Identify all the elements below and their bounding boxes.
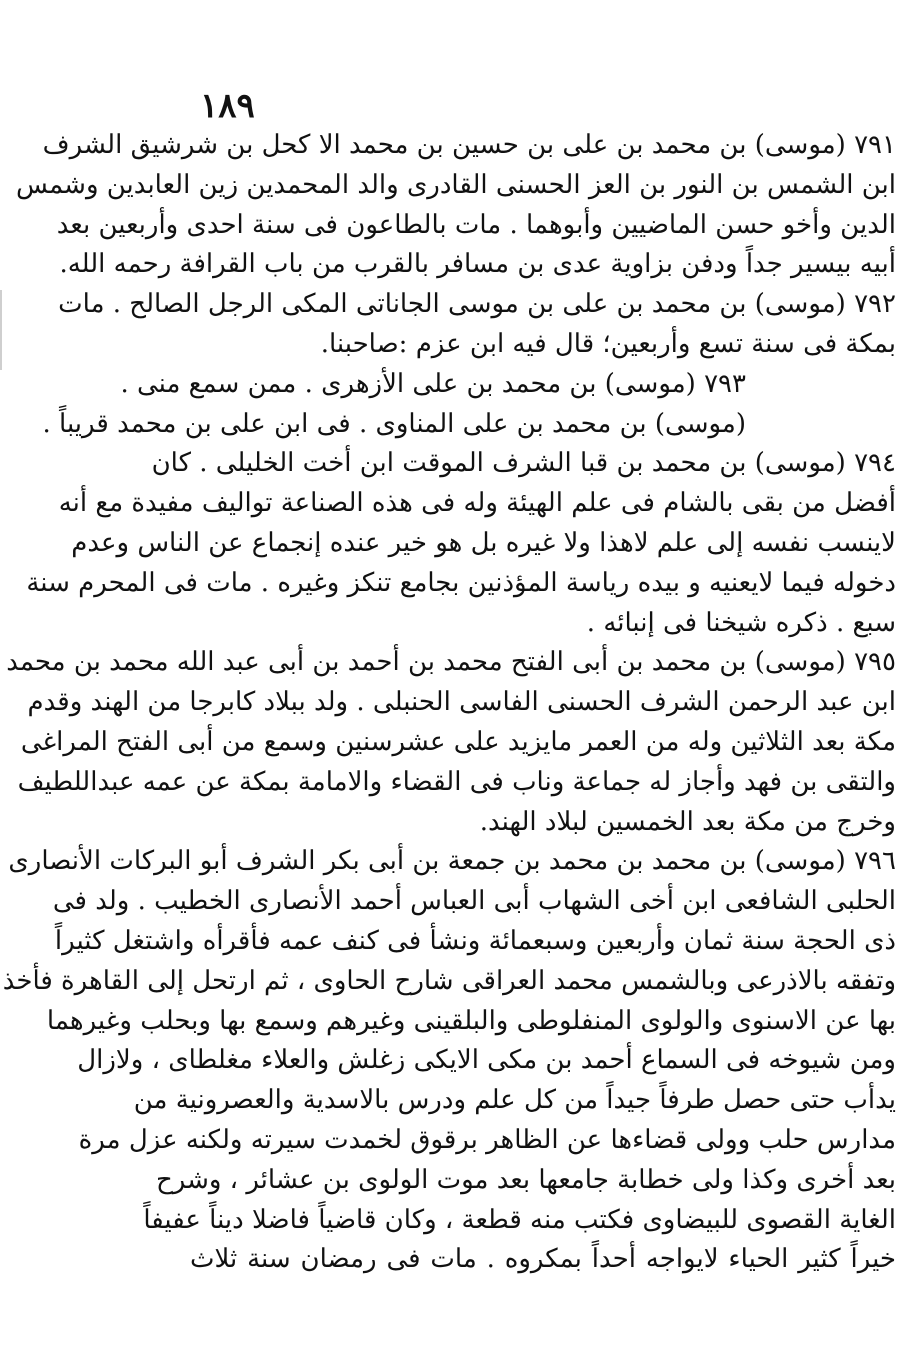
- text-line: ابن الشمس بن النور بن العز الحسنى القادرى والد المحمدين زين العابدين وشمس: [15, 169, 896, 200]
- text-line: والتقى بن فهد وأجاز له جماعة وناب فى القضاء والامامة بمكة عن عمه عبداللطيف: [17, 766, 896, 797]
- text-line: خيراً كثير الحياء لايواجه أحداً بمكروه . مات فى رمضان سنة ثلاث: [190, 1244, 896, 1275]
- text-line: ٧٩٣ (موسى) بن محمد بن على الأزهرى . ممن سمع منى .: [120, 368, 746, 399]
- text-line: ابن عبد الرحمن الشرف الحسنى الفاسى الحنبلى . ولد ببلاد كابرجا من الهند وقدم: [27, 687, 896, 718]
- text-line: بها عن الاسنوى والولوى المنفلوطى والبلقينى وغيرهم وسمع بها وبحلب وغيرهما: [46, 1005, 896, 1036]
- text-line: الدين وأخو حسن الماضيين وأبوهما . مات بالطاعون فى سنة احدى وأربعين بعد: [56, 209, 896, 240]
- scan-edge-mark: [0, 290, 2, 370]
- page-number: ١٨٩: [200, 86, 255, 126]
- text-line: الحلبى الشافعى ابن أخى الشهاب أبى العباس أحمد الأنصارى الخطيب . ولد فى: [52, 886, 896, 917]
- text-line: وتفقه بالاذرعى وبالشمس محمد العراقى شارح الحاوى ، ثم ارتحل إلى القاهرة فأخذ: [2, 965, 896, 996]
- text-line: ذى الحجة سنة ثمان وأربعين وسبعمائة ونشأ فى كنف عمه فأقرأه واشتغل كثيراً: [54, 925, 896, 956]
- text-line: ومن شيوخه فى السماع أحمد بن مكى الايكى زغلش والعلاء مغلطاى ، ولازال: [77, 1045, 896, 1076]
- text-line: بمكة فى سنة تسع وأربعين؛ قال فيه ابن عزم :صاحبنا.: [320, 328, 896, 359]
- text-line: ٧٩١ (موسى) بن محمد بن على بن حسين بن محمد الا كحل بن شرشيق الشرف: [42, 130, 896, 160]
- text-line: أبيه بيسير جداً ودفن بزاوية عدى بن مسافر بالقرب من باب القرافة رحمه الله.: [59, 249, 896, 280]
- page-body-text: [2, 126, 896, 1280]
- text-line: مدارس حلب وولى قضاءها عن الظاهر برقوق لخمدت سيرته ولكنه عزل مرة: [78, 1124, 896, 1155]
- text-line: أفضل من بقى بالشام فى علم الهيئة وله فى هذه الصناعة تواليف مفيدة مع أنه: [58, 488, 896, 519]
- text-line: لاينسب نفسه إلى علم لاهذا ولا غيره بل هو خير عنده إنجماع عن الناس وعدم: [71, 527, 896, 558]
- text-line: (موسى) بن محمد بن على المناوى . فى ابن على بن محمد قريباً .: [42, 408, 746, 439]
- text-line: ٧٩٥ (موسى) بن محمد بن أبى الفتح محمد بن أحمد بن أبى عبد الله محمد بن محمد: [6, 647, 896, 678]
- text-line: مكة بعد الثلاثين وله من العمر مايزيد على عشرسنين وسمع من أبى الفتح المراغى: [20, 726, 896, 757]
- text-line: دخوله فيما لايعنيه و بيده رياسة المؤذنين بجامع تنكز وغيره . مات فى المحرم سنة: [26, 567, 896, 598]
- text-line: ٧٩٤ (موسى) بن محمد بن قبا الشرف الموقت ابن أخت الخليلى . كان: [151, 448, 896, 479]
- text-line: ٧٩٢ (موسى) بن محمد بن على بن موسى الجاناتى المكى الرجل الصالح . مات: [58, 289, 896, 320]
- text-line: سبع . ذكره شيخنا فى إنبائه .: [586, 607, 896, 638]
- text-line: بعد أخرى وكذا ولى خطابة جامعها بعد موت الولوى بن عشائر ، وشرح: [155, 1164, 896, 1195]
- text-line: وخرج من مكة بعد الخمسين لبلاد الهند.: [479, 806, 896, 837]
- text-line: الغاية القصوى للبيضاوى فكتب منه قطعة ، وكان قاضياً فاضلا ديناً عفيفاً: [143, 1204, 896, 1235]
- text-line: يدأب حتى حصل طرفاً جيداً من كل علم ودرس بالاسدية والعصرونية من: [133, 1085, 896, 1116]
- text-line: ٧٩٦ (موسى) بن محمد بن محمد بن جمعة بن أبى بكر الشرف أبو البركات الأنصارى: [8, 846, 896, 877]
